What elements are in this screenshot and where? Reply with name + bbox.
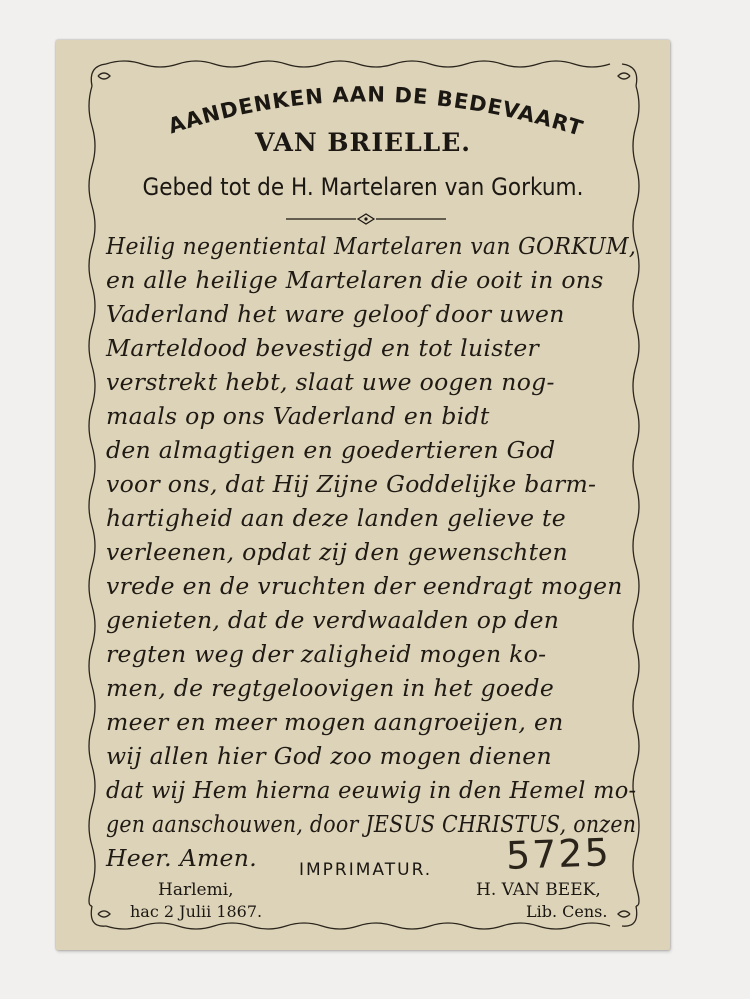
- prayer-line: Heilig negentiental Martelaren van GORKUM,: [106, 232, 637, 260]
- prayer-line: gen aanschouwen, door JESUS CHRISTUS, onzen: [106, 810, 637, 838]
- censor-name: H. VAN BEEK,: [476, 880, 601, 900]
- prayer-line: voor ons, dat Hij Zijne Goddelijke barm-: [106, 470, 597, 498]
- prayer-line: dat wij Hem hierna eeuwig in den Hemel mo-: [106, 776, 637, 804]
- prayer-line: men, de regtgeloovigen in het goede: [106, 674, 555, 702]
- prayer-line: wij allen hier God zoo mogen dienen: [106, 742, 552, 770]
- subtitle: VAN BRIELLE.: [255, 128, 471, 157]
- censor-role: Lib. Cens.: [526, 902, 608, 921]
- prayer-line: maals op ons Vaderland en bidt: [106, 402, 490, 430]
- prayer-line: vrede en de vruchten der eendragt mogen: [106, 572, 623, 600]
- prayer-line: Marteldood bevestigd en tot luister: [106, 334, 540, 362]
- prayer-text: [106, 229, 636, 875]
- prayer-line: regten weg der zaligheid mogen ko-: [106, 640, 547, 668]
- prayer-line: Vaderland het ware geloof door uwen: [106, 300, 565, 328]
- handwritten-number: 5725: [505, 830, 612, 878]
- prayer-line: meer en meer mogen aangroeijen, en: [106, 708, 564, 736]
- prayer-line: genieten, dat de verdwaalden op den: [106, 606, 560, 634]
- prayer-line: en alle heilige Martelaren die ooit in ons: [106, 266, 604, 294]
- imprimatur-label: IMPRIMATUR.: [299, 860, 433, 880]
- ornamental-divider: [286, 212, 446, 226]
- prayer-card: [56, 40, 670, 950]
- prayer-title: Gebed tot de H. Martelaren van Gorkum.: [142, 173, 584, 201]
- svg-text:AANDENKEN AAN DE BEDEVAART: AANDENKEN AAN DE BEDEVAART: [165, 82, 587, 141]
- prayer-line: hartigheid aan deze landen gelieve te: [106, 504, 566, 532]
- prayer-line: verstrekt hebt, slaat uwe oogen nog-: [106, 368, 555, 396]
- prayer-line: den almagtigen en goedertieren God: [106, 436, 556, 464]
- imprimatur-date: hac 2 Julii 1867.: [130, 902, 263, 921]
- prayer-line: verleenen, opdat zij den gewenschten: [106, 538, 568, 566]
- imprimatur-place: Harlemi,: [158, 880, 234, 900]
- prayer-line: Heer. Amen.: [106, 844, 257, 872]
